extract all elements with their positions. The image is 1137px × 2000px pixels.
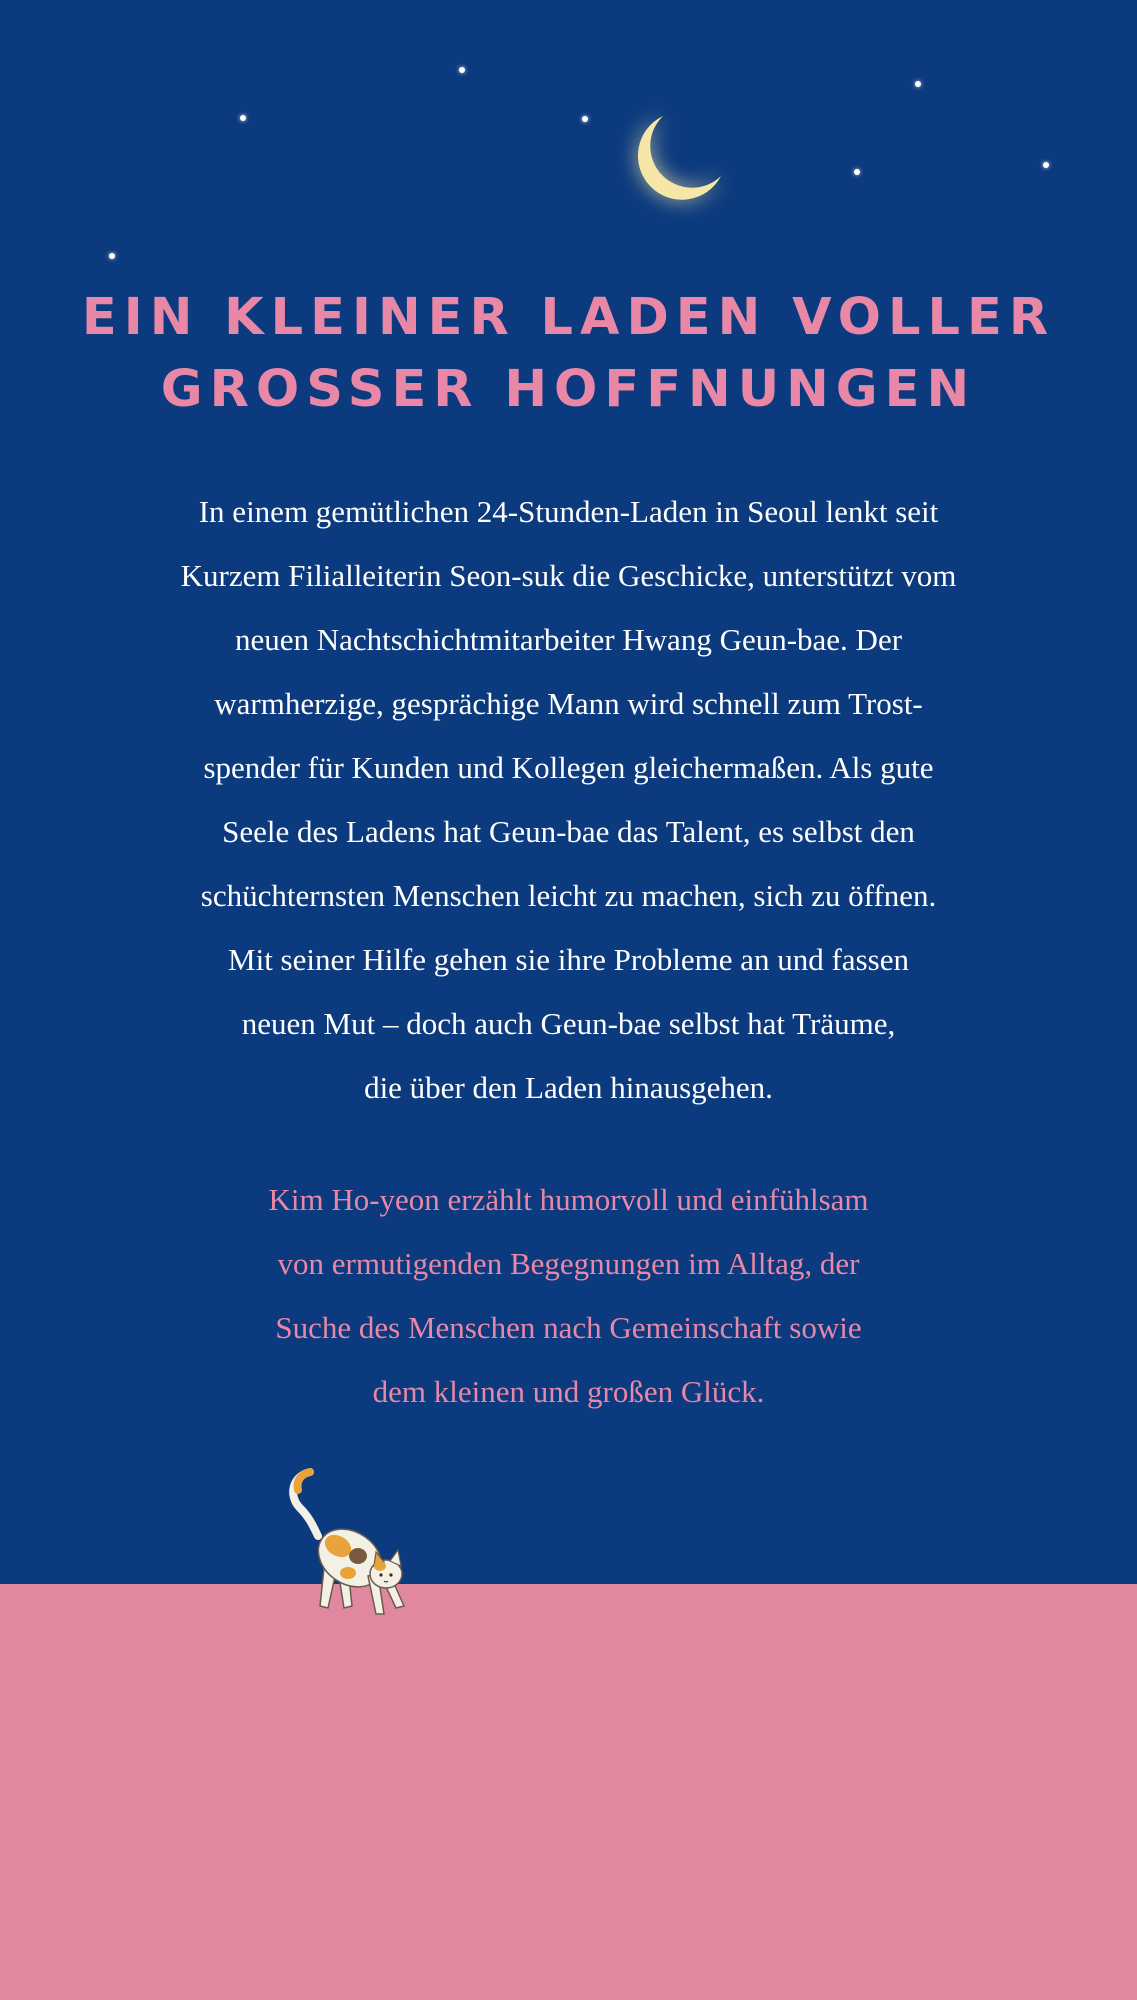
star-icon <box>240 115 246 121</box>
description-line: Kurzem Filialleiterin Seon-suk die Geschicke, unterstützt vom <box>180 558 957 593</box>
book-description <box>60 480 1077 1120</box>
description-line: die über den Laden hinausgehen. <box>364 1070 773 1105</box>
closing-line: Kim Ho-yeon erzählt humorvoll und einfühlsam <box>268 1182 869 1217</box>
star-icon <box>915 81 921 87</box>
description-line: Mit seiner Hilfe gehen sie ihre Probleme an und fassen <box>228 942 909 977</box>
closing-line: von ermutigenden Begegnungen im Alltag, der <box>277 1246 860 1281</box>
closing-line: dem kleinen und großen Glück. <box>372 1374 765 1409</box>
description-line: In einem gemütlichen 24-Stunden-Laden in Seoul lenkt seit <box>198 494 939 529</box>
star-icon <box>1043 162 1049 168</box>
headline-line: EIN KLEINER LADEN VOLLER <box>81 288 1056 347</box>
star-icon <box>459 67 465 73</box>
star-icon <box>854 169 860 175</box>
pink-ground-background <box>0 1584 1137 2000</box>
star-icon <box>582 116 588 122</box>
headline <box>0 282 1137 426</box>
crescent-moon-icon <box>625 112 725 212</box>
closing-line: Suche des Menschen nach Gemeinschaft sowie <box>275 1310 862 1345</box>
description-line: schüchternsten Menschen leicht zu machen, sich zu öffnen. <box>200 878 937 913</box>
description-line: neuen Mut – doch auch Geun-bae selbst hat Träume, <box>241 1006 896 1041</box>
description-line: spender für Kunden und Kollegen gleichermaßen. Als gute <box>203 750 934 785</box>
description-line: Seele des Ladens hat Geun-bae das Talent, es selbst den <box>222 814 915 849</box>
closing-paragraph <box>60 1168 1077 1424</box>
description-line: warmherzige, gesprächige Mann wird schnell zum Trost- <box>214 686 923 721</box>
headline-line: GROSSER HOFFNUNGEN <box>160 360 977 419</box>
star-icon <box>109 253 115 259</box>
calico-cat-icon <box>280 1458 430 1628</box>
description-line: neuen Nachtschichtmitarbeiter Hwang Geun-bae. Der <box>234 622 903 657</box>
